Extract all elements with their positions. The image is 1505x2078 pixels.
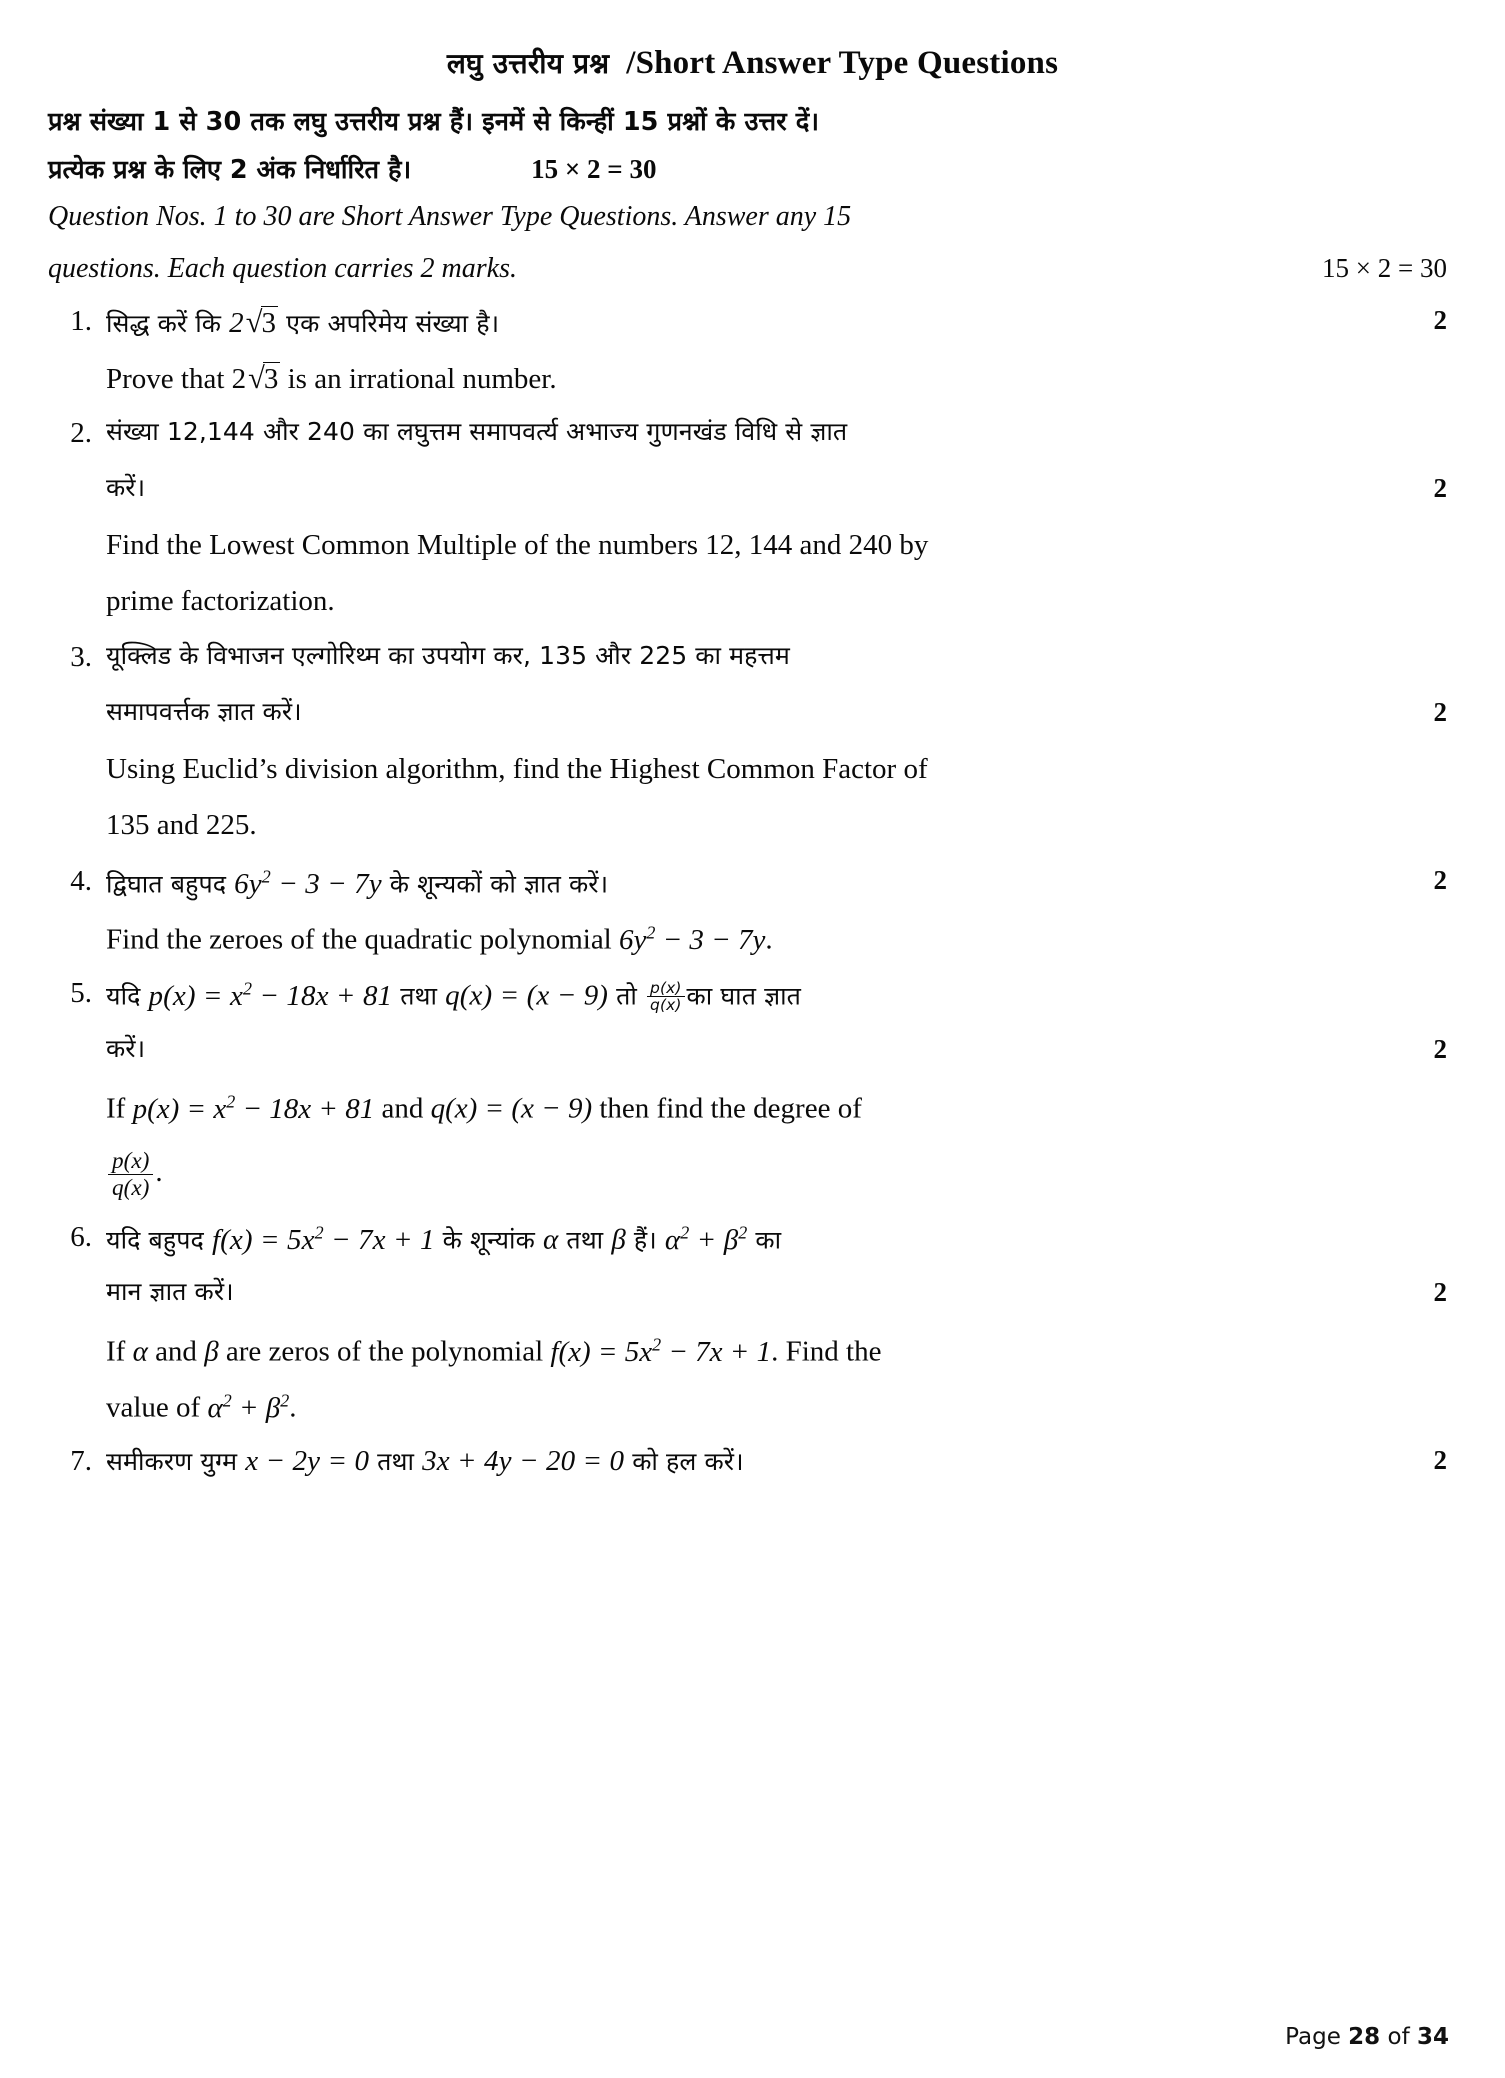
- question-item: [48, 1223, 1447, 1425]
- q6-hi-fx: f(x) = 5x: [211, 1224, 315, 1257]
- q7-hi-a: समीकरण युग्म: [106, 1447, 246, 1477]
- question-english-row: [48, 1092, 1447, 1126]
- q5-en-frac-num: p(x): [112, 1148, 150, 1175]
- q7-hi-eq2: 3x + 4y − 20 = 0: [422, 1445, 625, 1478]
- question-marks: 2: [1433, 697, 1447, 727]
- question-hindi-row-cont: [48, 1036, 1447, 1070]
- instruction-english-line-1-row: [48, 203, 1447, 231]
- question-hindi-text: सिद्ध करें कि 2√3 एक अपरिमेय संख्या है।: [106, 305, 500, 339]
- q5-hi-frac-den: q(x): [647, 996, 685, 1013]
- instruction-hindi-line-1-row: [48, 107, 1447, 137]
- question-marks: 2: [1433, 473, 1447, 503]
- q4-en-post: .: [765, 923, 773, 956]
- question-marks: 2: [1433, 1034, 1447, 1065]
- q1-hi-radicand: 3: [261, 307, 277, 339]
- question-hindi-row-cont: [48, 699, 1447, 733]
- question-hindi-text: संख्या 12,144 और 240 का लघुत्तम समापवर्त्य अभाज्य गुणनखंड विधि से ज्ञात: [106, 417, 848, 446]
- exam-paper-page: [0, 44, 1505, 2078]
- q5-en-suffix: .: [155, 1156, 163, 1189]
- question-english-row: [48, 755, 1447, 789]
- instruction-hindi-line-2: प्रत्येक प्रश्न के लिए 2 अंक निर्धारित है।: [48, 154, 412, 185]
- question-english-text: [106, 923, 1397, 955]
- q5-en-c: then find the degree of: [592, 1093, 862, 1126]
- question-english-row-cont: [48, 587, 1447, 621]
- q6-hi-expr: $\alpha^2 + \beta^2$: [664, 1222, 748, 1257]
- q5-hi-d: का घात ज्ञात: [686, 981, 802, 1011]
- question-item: [48, 419, 1447, 621]
- question-english-row-cont: [48, 1391, 1447, 1425]
- q4-en-expr-rest: − 3 − 7y: [655, 923, 766, 956]
- question-english-text: Find the Lowest Common Multiple of the numbers 12, 144 and 240 by: [106, 529, 929, 561]
- question-marks: 2: [1433, 865, 1447, 895]
- question-english-row-cont: [48, 1148, 1447, 1201]
- question-english-text: Using Euclid’s division algorithm, find the Highest Common Factor of: [106, 753, 928, 785]
- page-title-english: Short Answer Type Questions: [635, 45, 1059, 81]
- question-hindi-text: यदि $p(x) = x^2 - 18x + 81$ तथा q(x) = (x − 9) तो $\frac{p(x)}{q(x)}$ का घात ज्ञात: [106, 978, 802, 1015]
- q1-en-coef: 2: [231, 363, 247, 395]
- q6-en-beta2: β: [265, 1392, 281, 1425]
- q4-hi-expression: $6y^2 - 3 - 7y$: [234, 866, 382, 900]
- question-english-text-cont: [106, 1148, 1397, 1201]
- q4-en-expression: $6y^2 - 3 - 7y$: [619, 922, 766, 956]
- q5-hi-a: यदि: [106, 981, 149, 1011]
- q6-hi-alpha: α: [542, 1224, 559, 1257]
- q6-hi-d: हैं।: [625, 1226, 665, 1256]
- question-hindi-row: [48, 419, 1447, 453]
- instruction-english-line-2: questions. Each question carries 2 marks.: [48, 253, 517, 284]
- question-hindi-text-cont: समापवर्त्तक ज्ञात करें।: [106, 697, 302, 726]
- question-english-text-cont: 135 and 225.: [106, 809, 257, 841]
- q1-en-seg2: is an irrational number.: [280, 363, 557, 395]
- q5-hi-fraction: [647, 980, 685, 1014]
- q5-hi-b: तथा: [392, 981, 446, 1011]
- question-english-row-cont: [48, 811, 1447, 845]
- q7-hi-b: तथा: [369, 1447, 423, 1477]
- question-item: [48, 1447, 1447, 1481]
- q1-hi-seg2: एक अपरिमेय संख्या है।: [278, 309, 500, 338]
- q6-en-fx-rest: − 7x + 1: [661, 1336, 772, 1369]
- q6-en-fx: f(x) = 5x: [550, 1336, 653, 1369]
- question-english-text-cont: [106, 1391, 1397, 1423]
- question-hindi-row: [48, 979, 1447, 1014]
- question-number: 1.: [70, 305, 92, 337]
- instruction-hindi-marks: 15 × 2 = 30: [531, 153, 657, 184]
- question-hindi-row: [48, 643, 1447, 677]
- q5-en-px-rest: − 18x + 81: [235, 1093, 375, 1126]
- q6-en-expr: $\alpha^2 + \beta^2$: [207, 1390, 290, 1425]
- q4-en-expr-base: 6y: [619, 923, 647, 956]
- question-english-text: Prove that 2√3 is an irrational number.: [106, 361, 557, 395]
- q5-hi-px: p(x) = x: [148, 979, 243, 1012]
- q7-hi-c: को हल करें।: [624, 1447, 744, 1477]
- question-hindi-text: यदि बहुपद $f(x) = 5x^2 - 7x + 1$ के शून्यांक α तथा β हैं। $\alpha^2 + \beta^2$ का: [106, 1222, 782, 1257]
- q6-hi-beta: β: [611, 1224, 626, 1257]
- q4-hi-expr-rest: − 3 − 7y: [270, 867, 382, 900]
- q6-hi-b: के शून्यांक: [434, 1226, 543, 1256]
- question-number: 6.: [70, 1221, 92, 1254]
- question-item: [48, 979, 1447, 1201]
- q6-en-line2-post: .: [289, 1392, 297, 1425]
- page-title: [0, 44, 1505, 82]
- footer-total-pages: 34: [1416, 2024, 1449, 2050]
- q6-en-c: are zeros of the polynomial: [218, 1336, 551, 1369]
- q5-en-b: and: [374, 1093, 431, 1126]
- instruction-hindi-line-2-row: [48, 153, 1447, 185]
- q1-en-seg1: Prove that: [106, 363, 232, 395]
- question-english-text-cont: prime factorization.: [106, 585, 335, 617]
- instruction-english-line-1: Question Nos. 1 to 30 are Short Answer Type Questions. Answer any 15: [48, 201, 852, 232]
- q6-hi-e: का: [747, 1226, 782, 1256]
- q5-hi-qx: q(x) = (x − 9): [445, 979, 609, 1012]
- instruction-english-line-2-row: [48, 255, 1447, 283]
- instruction-english-marks: 15 × 2 = 30: [1322, 253, 1447, 283]
- q6-hi-alpha2: α: [664, 1224, 681, 1257]
- question-hindi-text-cont: करें।: [106, 473, 146, 502]
- questions-list: [0, 307, 1505, 1481]
- question-marks: 2: [1433, 305, 1447, 335]
- q6-en-beta: β: [204, 1336, 219, 1369]
- q6-hi-c: तथा: [558, 1226, 612, 1256]
- footer-current-page: 28: [1348, 2024, 1381, 2050]
- question-marks: 2: [1433, 1277, 1447, 1308]
- q5-en-px: p(x) = x: [132, 1093, 227, 1126]
- q6-en-d: . Find the: [771, 1336, 882, 1369]
- q1-hi-seg1: सिद्ध करें कि: [106, 309, 230, 338]
- q6-en-line2-pre: value of: [106, 1392, 208, 1425]
- question-hindi-row-cont: [48, 475, 1447, 509]
- question-english-row: [48, 531, 1447, 565]
- q6-hi-a: यदि बहुपद: [106, 1226, 212, 1256]
- q6-en-alpha: α: [132, 1336, 148, 1369]
- question-item: [48, 643, 1447, 845]
- q6-en-b: and: [147, 1336, 205, 1369]
- question-hindi-text-cont: मान ज्ञात करें।: [106, 1277, 234, 1307]
- q5-hi-frac-num: p(x): [650, 978, 682, 997]
- q1-hi-coef: 2: [229, 307, 244, 339]
- question-number: 3.: [70, 641, 92, 673]
- question-english-text: If $p(x) = x^2 - 18x + 81$ and q(x) = (x − 9) then find the degree of: [106, 1091, 862, 1126]
- question-hindi-row: [48, 307, 1447, 341]
- q5-en-frac-den: q(x): [108, 1174, 153, 1201]
- q7-hi-eq1: x − 2y = 0: [245, 1445, 370, 1478]
- q4-en-pre: Find the zeroes of the quadratic polynomial: [106, 923, 619, 956]
- question-hindi-text-cont: करें।: [106, 1034, 146, 1064]
- q5-en-fraction: [108, 1148, 153, 1201]
- question-item: [48, 307, 1447, 397]
- q5-hi-c: तो: [608, 981, 645, 1011]
- question-marks: 2: [1433, 1445, 1447, 1476]
- page-title-hindi: लघु उत्तरीय प्रश्न: [446, 47, 610, 80]
- question-number: 7.: [70, 1445, 92, 1478]
- footer-prefix: Page: [1285, 2024, 1349, 2050]
- q6-hi-beta2: β: [723, 1224, 739, 1257]
- question-english-row: [48, 363, 1447, 397]
- question-hindi-text: [106, 1447, 1397, 1476]
- question-english-row: [48, 1335, 1447, 1369]
- q6-en-alpha2: α: [207, 1392, 223, 1425]
- footer-middle: of: [1380, 2024, 1417, 2050]
- question-hindi-row: [48, 1223, 1447, 1257]
- q6-en-a: If: [106, 1336, 133, 1369]
- q4-hi-pre: द्विघात बहुपद: [106, 869, 235, 899]
- question-number: 4.: [70, 865, 92, 897]
- instruction-hindi-line-1: प्रश्न संख्या 1 से 30 तक लघु उत्तरीय प्रश्न हैं। इनमें से किन्हीं 15 प्रश्नों के उत्तर दें।: [48, 107, 820, 137]
- instructions-block: [0, 107, 1505, 284]
- q5-en-a: If: [106, 1093, 133, 1126]
- question-hindi-row: [48, 867, 1447, 901]
- question-number: 5.: [70, 977, 92, 1009]
- q6-hi-fx-rest: − 7x + 1: [323, 1224, 435, 1257]
- question-number: 2.: [70, 417, 92, 449]
- page-title-separator: /: [626, 45, 636, 81]
- q1-en-radicand: 3: [263, 363, 279, 395]
- question-hindi-row-cont: [48, 1279, 1447, 1313]
- question-english-row: [48, 923, 1447, 957]
- q4-hi-expr-base: 6y: [234, 867, 262, 900]
- page-footer: [1285, 2024, 1449, 2050]
- question-english-text: If α and β are zeros of the polynomial $f(x) = 5x^2 - 7x + 1$. Find the: [106, 1334, 882, 1369]
- q4-hi-post: के शून्यकों को ज्ञात करें।: [381, 869, 609, 899]
- question-hindi-text: यूक्लिड के विभाजन एल्गोरिथ्म का उपयोग कर, 135 और 225 का महत्तम: [106, 641, 790, 670]
- q5-en-qx: q(x) = (x − 9): [430, 1093, 593, 1126]
- q5-hi-px-rest: − 18x + 81: [252, 979, 393, 1012]
- question-item: [48, 867, 1447, 957]
- question-hindi-row: [48, 1447, 1447, 1481]
- question-hindi-text: [106, 867, 1397, 899]
